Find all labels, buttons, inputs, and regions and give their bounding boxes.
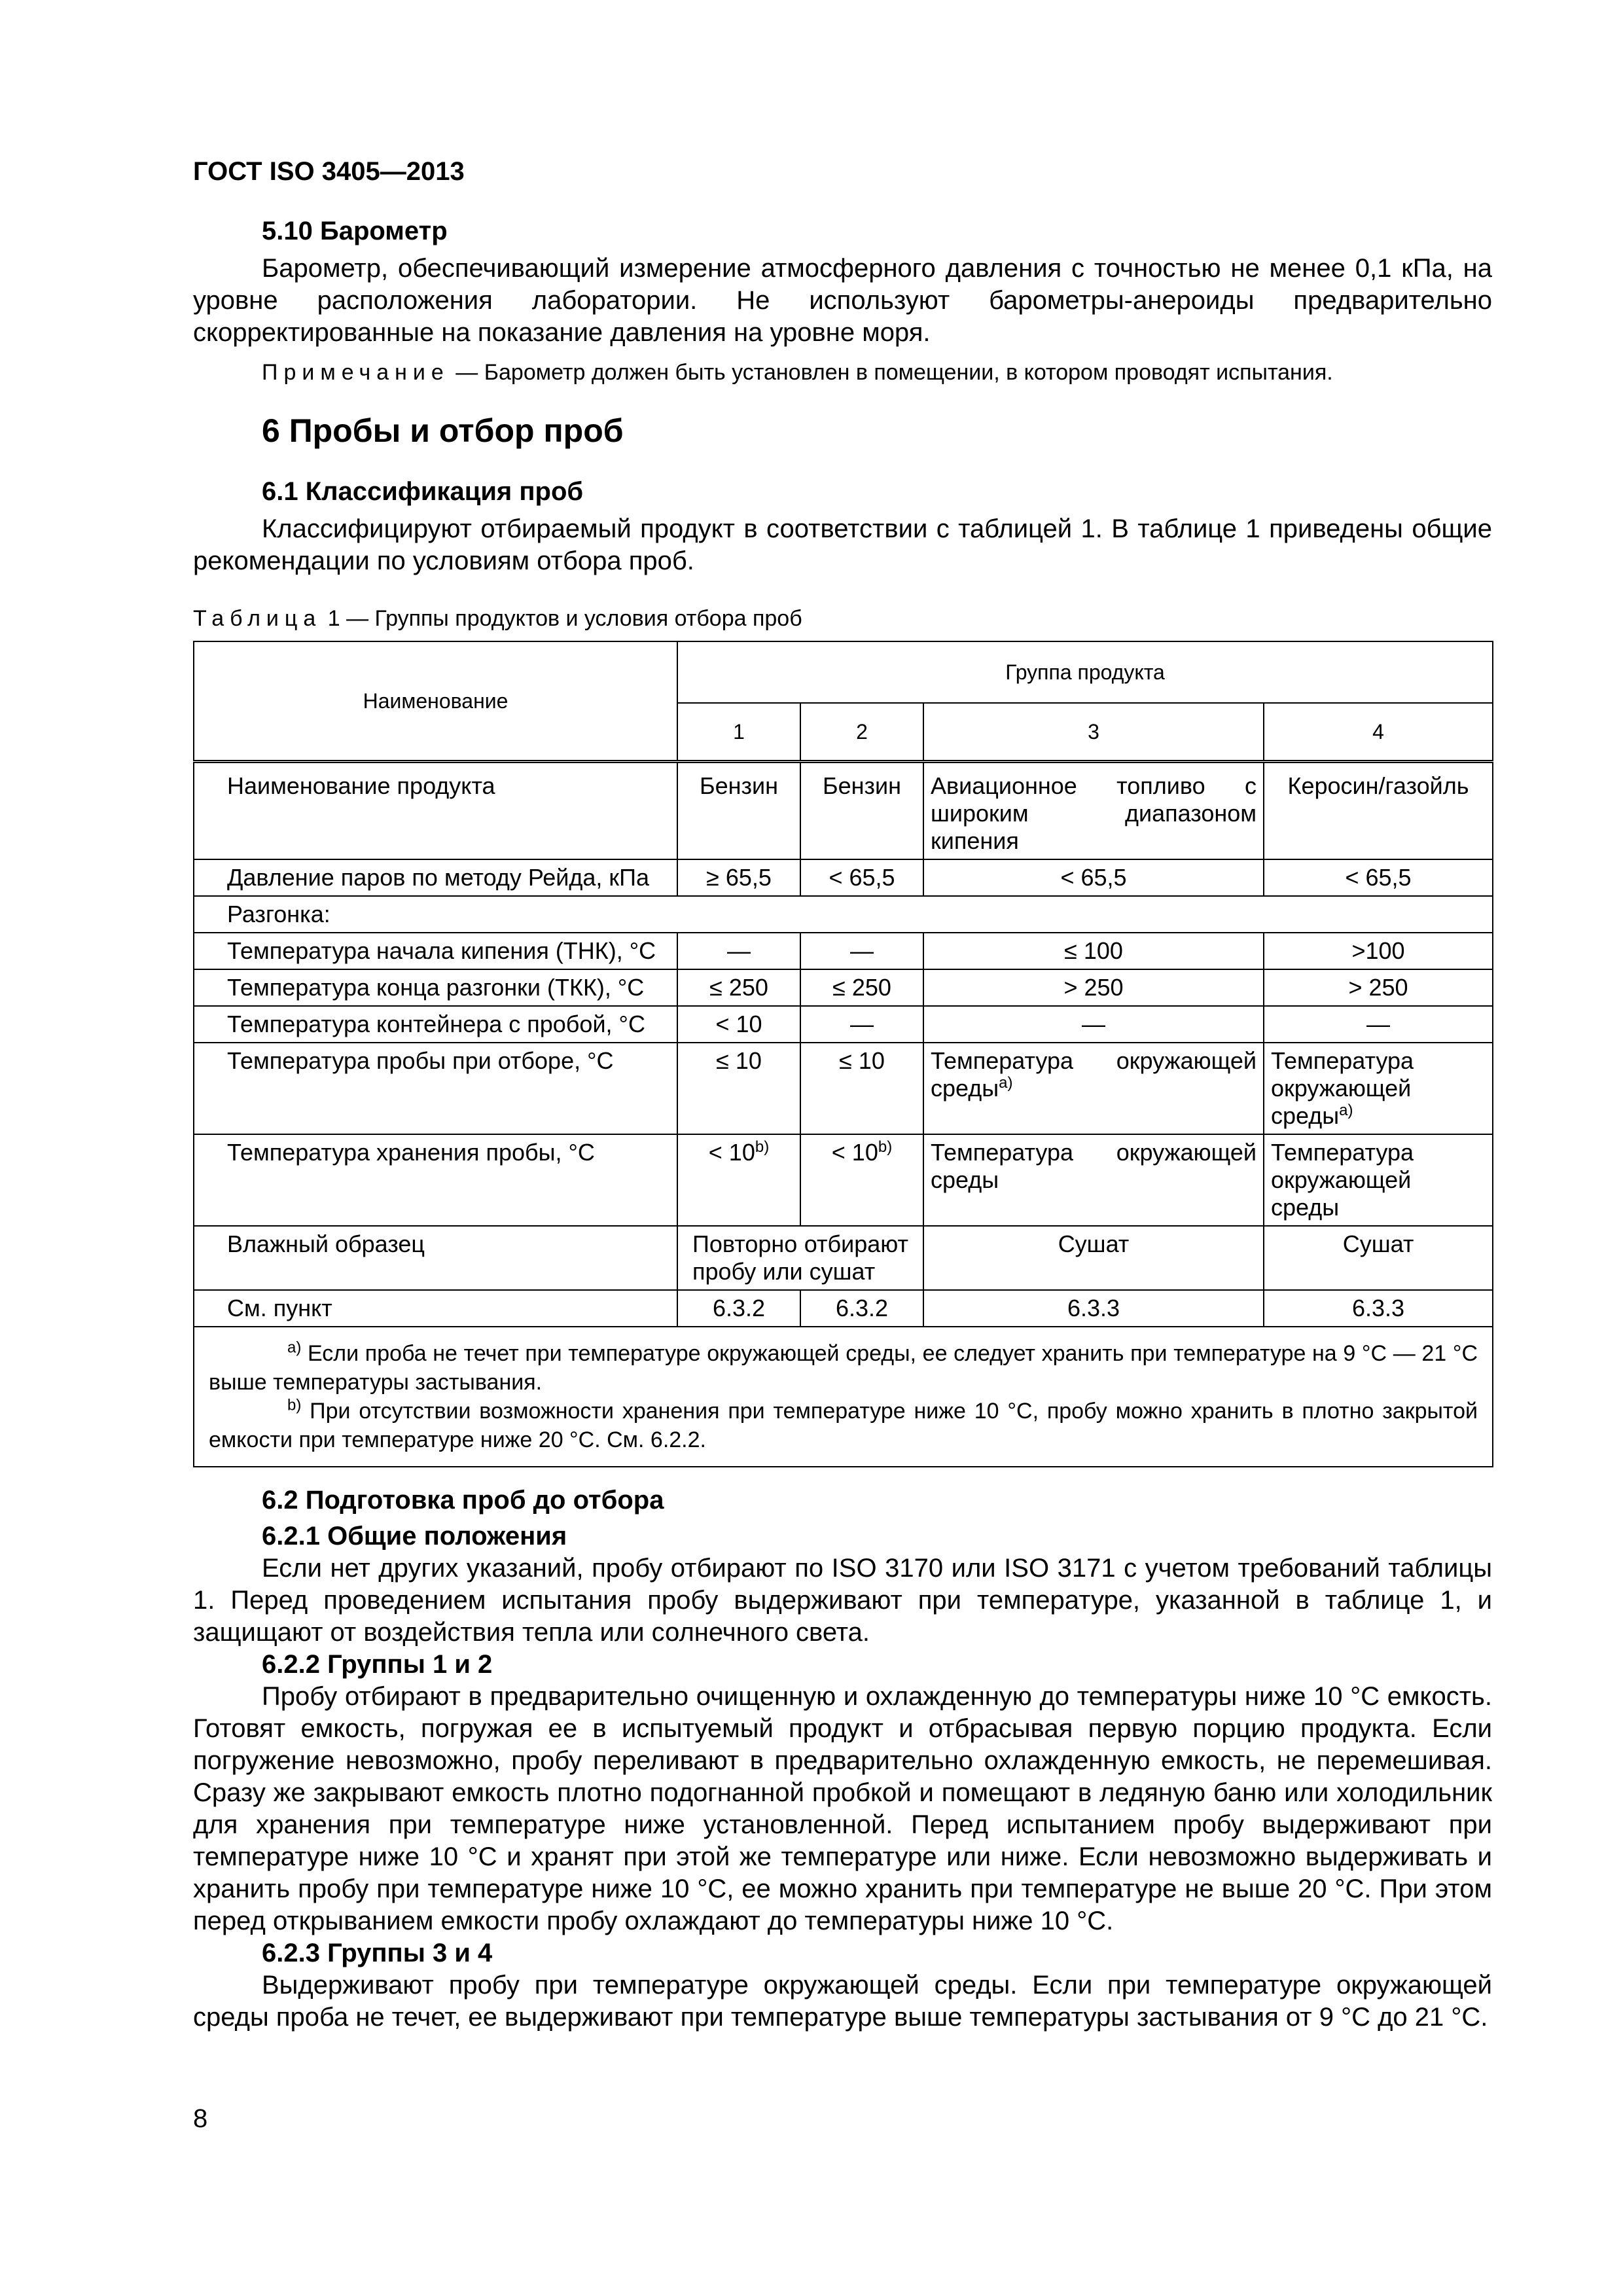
cell: ≥ 65,5 xyxy=(677,859,800,896)
cell: ≤ 250 xyxy=(800,969,923,1006)
table-row xyxy=(194,933,1493,969)
cell: Температура окружающей среды xyxy=(1264,1134,1493,1226)
row-label: Давление паров по методу Рейда, кПа xyxy=(194,859,677,896)
footnote-ref-b: b) xyxy=(755,1138,770,1156)
table-row xyxy=(194,762,1493,860)
cell: — xyxy=(1264,1006,1493,1043)
cell: 6.3.2 xyxy=(677,1290,800,1327)
cell: — xyxy=(800,1006,923,1043)
row-label: Наименование продукта xyxy=(194,762,677,860)
cell: Сушат xyxy=(923,1226,1264,1290)
cell: Температура окружающей среды xyxy=(923,1134,1264,1226)
header-group-3: 3 xyxy=(923,703,1264,762)
row-label-distillation: Разгонка: xyxy=(194,896,1493,933)
table-row xyxy=(194,969,1493,1006)
cell: Бензин xyxy=(800,762,923,860)
cell xyxy=(677,1134,800,1226)
table-caption xyxy=(193,606,1492,632)
footnote-a xyxy=(209,1339,1478,1397)
section-6-1-paragraph: Классифицируют отбираемый продукт в соответствии с таблицей 1. В таблице 1 приведены общие рекомендации по условиям отбора проб. xyxy=(193,514,1492,575)
section-6-2-1-paragraph: Если нет других указаний, пробу отбирают по ISO 3170 или ISO 3171 с учетом требований таблицы 1. Перед проведением испытания пробу выдерживают при температуре, указанной в таблице 1, и защищают от воздействия тепла или солнечного света. xyxy=(193,1554,1492,1647)
note-label: Примечание xyxy=(262,360,450,385)
footnote-ref-b: b) xyxy=(878,1138,893,1156)
cell xyxy=(800,1134,923,1226)
section-5-10-title: 5.10 Барометр xyxy=(262,217,448,245)
document-page xyxy=(193,157,1492,2034)
footnote-b-text: При отсутствии возможности хранения при температуре ниже 10 °С, пробу можно хранить в плотно закрытой емкости при температуре ниже 20 °С. См. 6.2.2. xyxy=(209,1399,1478,1452)
cell: Авиационное топливо с широким диапазоном кипения xyxy=(923,762,1264,860)
footnote-a-marker: a) xyxy=(287,1338,302,1357)
table-row xyxy=(194,1226,1493,1290)
section-6-2-2-paragraph: Пробу отбирают в предварительно очищенную и охлажденную до температуры ниже 10 °С емкость. Готовят емкость, погружая ее в испытуемый продукт и отбрасывая первую порцию продукта. Если погружение невозможно, пробу переливают в предварительно охлажденную емкость, не перемешивая. Сразу же закрывают емкость плотно подогнанной пробкой и помещают в ледяную баню или холодильник для хранения при температуре ниже установленной. Перед испытанием пробу выдерживают при температуре ниже 10 °С и хранят при этой же температуре или ниже. Если невозможно выдерживать и хранить пробу при температуре ниже 10 °С, ее можно хранить при температуре не выше 20 °С. При этом перед открыванием емкости пробу охлаждают до температуры ниже 10 °С. xyxy=(193,1682,1492,1935)
cell: ≤ 10 xyxy=(800,1043,923,1134)
footnote-ref-a: a) xyxy=(1339,1102,1353,1119)
section-6-2-3-title: 6.2.3 Группы 3 и 4 xyxy=(262,1939,493,1967)
row-label: Температура контейнера с пробой, °С xyxy=(194,1006,677,1043)
footnote-b-marker: b) xyxy=(287,1396,302,1414)
table-row xyxy=(194,1290,1493,1327)
cell: ≤ 10 xyxy=(677,1043,800,1134)
table-caption-label: Таблица xyxy=(193,606,322,631)
footnote-b xyxy=(209,1397,1478,1454)
cell: 6.3.2 xyxy=(800,1290,923,1327)
cell: 6.3.3 xyxy=(923,1290,1264,1327)
table-row xyxy=(194,1043,1493,1134)
table-row xyxy=(194,859,1493,896)
footnote-ref-a: a) xyxy=(999,1074,1013,1092)
table-row xyxy=(194,1006,1493,1043)
table-caption-text: 1 — Группы продуктов и условия отбора проб xyxy=(321,606,802,631)
cell: < 65,5 xyxy=(800,859,923,896)
row-label: Влажный образец xyxy=(194,1226,677,1290)
note-text: — Барометр должен быть установлен в помещении, в котором проводят испытания. xyxy=(449,360,1333,385)
section-5-10-note xyxy=(193,358,1492,387)
page-number: 8 xyxy=(193,2104,208,2133)
header-group-4: 4 xyxy=(1264,703,1493,762)
row-label: Температура начала кипения (ТНК), °С xyxy=(194,933,677,969)
cell: Керосин/газойль xyxy=(1264,762,1493,860)
footnote-a-text: Если проба не течет при температуре окружающей среды, ее следует хранить при температуре на 9 °С — 21 °С выше температуры застывания. xyxy=(209,1341,1478,1395)
product-groups-table xyxy=(193,641,1493,1467)
cell: > 250 xyxy=(923,969,1264,1006)
row-label: Температура пробы при отборе, °С xyxy=(194,1043,677,1134)
cell: — xyxy=(923,1006,1264,1043)
cell: 6.3.3 xyxy=(1264,1290,1493,1327)
cell xyxy=(1264,1043,1493,1134)
cell: ≤ 100 xyxy=(923,933,1264,969)
cell-text: Температура окружающей среды xyxy=(931,1047,1257,1102)
cell: > 250 xyxy=(1264,969,1493,1006)
cell: — xyxy=(677,933,800,969)
cell-text: < 10 xyxy=(708,1139,755,1166)
section-6-2-title: 6.2 Подготовка проб до отбора xyxy=(262,1486,664,1515)
header-product-group: Группа продукта xyxy=(677,641,1493,703)
section-6-2-2-title: 6.2.2 Группы 1 и 2 xyxy=(262,1650,493,1679)
document-header: ГОСТ ISO 3405—2013 xyxy=(193,157,465,186)
cell: Повторно отбирают пробу или сушат xyxy=(677,1226,923,1290)
section-6-2-3-paragraph: Выдерживают пробу при температуре окружающей среды. Если при температуре окружающей среды проба не течет, ее выдерживают при температуре выше температуры застывания от 9 °С до 21 °С. xyxy=(193,1971,1492,2032)
table-footnotes xyxy=(194,1327,1493,1467)
cell: Сушат xyxy=(1264,1226,1493,1290)
cell: ≤ 250 xyxy=(677,969,800,1006)
header-group-1: 1 xyxy=(677,703,800,762)
table-header-row xyxy=(194,641,1493,703)
section-6-1-title: 6.1 Классификация проб xyxy=(262,477,584,506)
section-6-2-1-title: 6.2.1 Общие положения xyxy=(262,1522,567,1551)
cell: Бензин xyxy=(677,762,800,860)
cell: < 65,5 xyxy=(1264,859,1493,896)
row-label: Температура хранения пробы, °С xyxy=(194,1134,677,1226)
cell: — xyxy=(800,933,923,969)
cell: >100 xyxy=(1264,933,1493,969)
cell: < 10 xyxy=(677,1006,800,1043)
table-row xyxy=(194,896,1493,933)
cell xyxy=(923,1043,1264,1134)
row-label: См. пункт xyxy=(194,1290,677,1327)
header-group-2: 2 xyxy=(800,703,923,762)
header-name: Наименование xyxy=(194,641,677,762)
cell: < 65,5 xyxy=(923,859,1264,896)
cell-text: Температура окружающей среды xyxy=(1271,1047,1414,1129)
section-5-10-paragraph: Барометр, обеспечивающий измерение атмосферного давления с точностью не менее 0,1 кПа, на уровне расположения лаборатории. Не используют барометры-анероиды предварительно скорректированные на показание давления на уровне моря. xyxy=(193,254,1492,347)
section-6-title: 6 Пробы и отбор проб xyxy=(262,412,624,449)
table-footnotes-row xyxy=(194,1327,1493,1467)
cell-text: < 10 xyxy=(831,1139,878,1166)
table-row xyxy=(194,1134,1493,1226)
row-label: Температура конца разгонки (ТКК), °С xyxy=(194,969,677,1006)
